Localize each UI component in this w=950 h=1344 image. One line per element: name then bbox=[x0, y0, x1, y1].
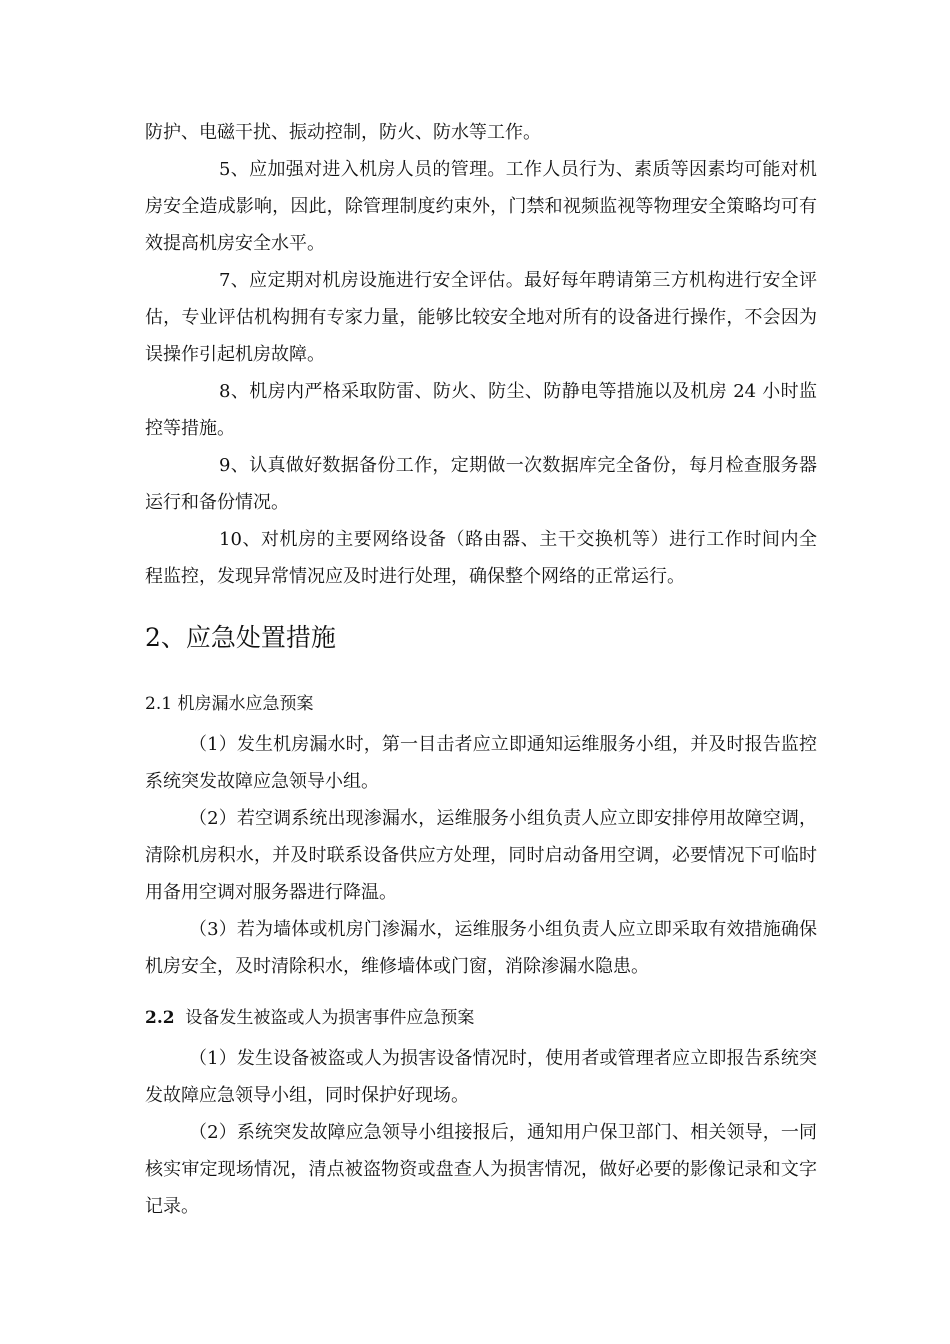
paragraph-item-5: 5、应加强对进入机房人员的管理。工作人员行为、素质等因素均可能对机房安全造成影响，因此，除管理制度约束外，门禁和视频监视等物理安全策略均可有效提高机房安全水平。 bbox=[145, 159, 817, 254]
paragraph-item-8: 8、机房内严格采取防雷、防火、防尘、防静电等措施以及机房 24 小时监控等措施。 bbox=[145, 381, 817, 439]
subsection-heading-2-1: 2.1 机房漏水应急预案 bbox=[145, 694, 314, 714]
subsection-2-2-item-2: （2）系统突发故障应急领导小组接报后，通知用户保卫部门、相关领导，一同核实审定现场情况，清点被盗物资或盘查人为损害情况，做好必要的影像记录和文字记录。 bbox=[145, 1122, 817, 1217]
subsection-2-1-item-2: （2）若空调系统出现渗漏水，运维服务小组负责人应立即安排停用故障空调，清除机房积水，并及时联系设备供应方处理，同时启动备用空调，必要情况下可临时用备用空调对服务器进行降温。 bbox=[145, 808, 817, 903]
subsection-2-1-item-1: （1）发生机房漏水时，第一目击者应立即通知运维服务小组，并及时报告监控系统突发故障应急领导小组。 bbox=[145, 734, 817, 792]
subsection-2-2-item-1: （1）发生设备被盗或人为损害设备情况时，使用者或管理者应立即报告系统突发故障应急领导小组，同时保护好现场。 bbox=[145, 1048, 817, 1106]
subsection-2-1-item-3: （3）若为墙体或机房门渗漏水，运维服务小组负责人应立即采取有效措施确保机房安全，及时清除积水，维修墙体或门窗，消除渗漏水隐患。 bbox=[145, 919, 817, 977]
paragraph-item-9: 9、认真做好数据备份工作，定期做一次数据库完全备份，每月检查服务器运行和备份情况。 bbox=[145, 455, 817, 513]
section-heading-2: 2、应急处置措施 bbox=[145, 623, 336, 652]
subsection-heading-2-2 bbox=[145, 1003, 474, 1033]
paragraph-item-10: 10、对机房的主要网络设备（路由器、主干交换机等）进行工作时间内全程监控，发现异常情况应及时进行处理，确保整个网络的正常运行。 bbox=[145, 529, 817, 587]
paragraph-continuation: 防护、电磁干扰、振动控制，防火、防水等工作。 bbox=[145, 122, 541, 143]
paragraph-item-7: 7、应定期对机房设施进行安全评估。最好每年聘请第三方机构进行安全评估，专业评估机构拥有专家力量，能够比较安全地对所有的设备进行操作，不会因为误操作引起机房故障。 bbox=[145, 270, 817, 365]
subsection-number: 2.2 bbox=[145, 1008, 175, 1028]
subsection-title: 设备发生被盗或人为损害事件应急预案 bbox=[185, 1008, 475, 1028]
